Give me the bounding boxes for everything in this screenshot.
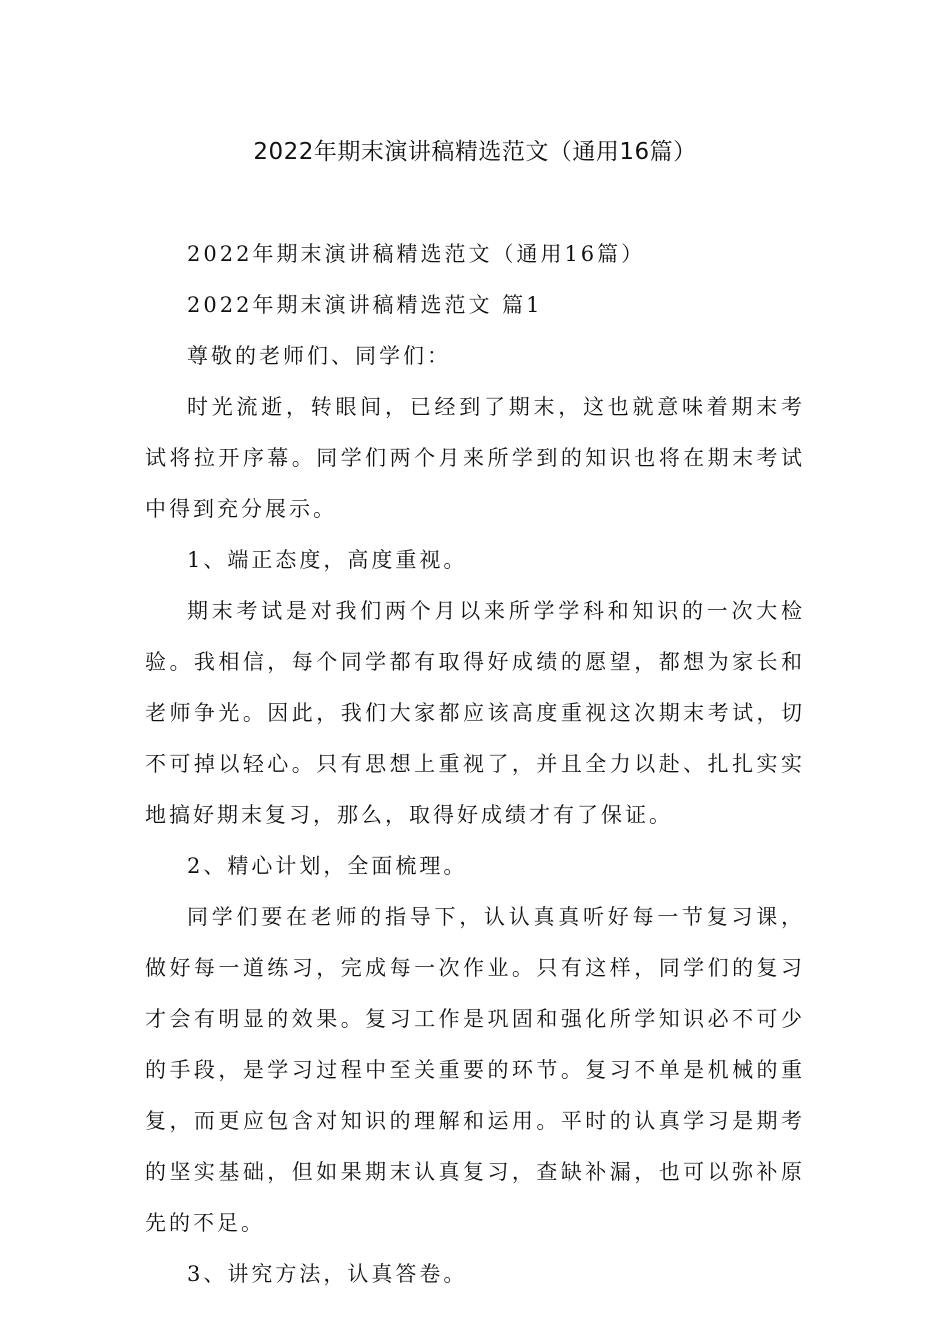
paragraph-point-1: 1、端正态度，高度重视。: [187, 548, 468, 572]
paragraph-salutation: 尊敬的老师们、同学们：: [187, 344, 451, 368]
paragraph-section-heading: 2022年期末演讲稿精选范文 篇1: [187, 293, 543, 317]
paragraph-point-2: 2、精心计划，全面梳理。: [187, 854, 468, 878]
paragraph-point-2-body: 同学们要在老师的指导下，认认真真听好每一节复习课，做好每一道练习，完成每一次作业。只有这样，同学们的复习才会有明显的效果。复习工作是巩固和强化所学知识必不可少的手段，是学习过程中至关重要的环节。复习不单是机械的重复，而更应包含对知识的理解和运用。平时的认真学习是期考的坚实基础，但如果期末认真复习，查缺补漏，也可以弥补原先的不足。: [145, 905, 805, 1235]
paragraph-intro: 时光流逝，转眼间，已经到了期末，这也就意味着期末考试将拉开序幕。同学们两个月来所学到的知识也将在期末考试中得到充分展示。: [145, 395, 805, 521]
paragraph-point-1-body: 期末考试是对我们两个月以来所学学科和知识的一次大检验。我相信，每个同学都有取得好成绩的愿望，都想为家长和老师争光。因此，我们大家都应该高度重视这次期末考试，切不可掉以轻心。只有思想上重视了，并且全力以赴、扎扎实实地搞好期末复习，那么，取得好成绩才有了保证。: [145, 599, 805, 827]
paragraph-point-3: 3、讲究方法，认真答卷。: [187, 1262, 468, 1286]
paragraph-subtitle: 2022年期末演讲稿精选范文（通用16篇）: [187, 242, 646, 266]
document-body: [145, 229, 805, 1300]
document-title: 2022年期末演讲稿精选范文（通用16篇）: [253, 139, 697, 165]
